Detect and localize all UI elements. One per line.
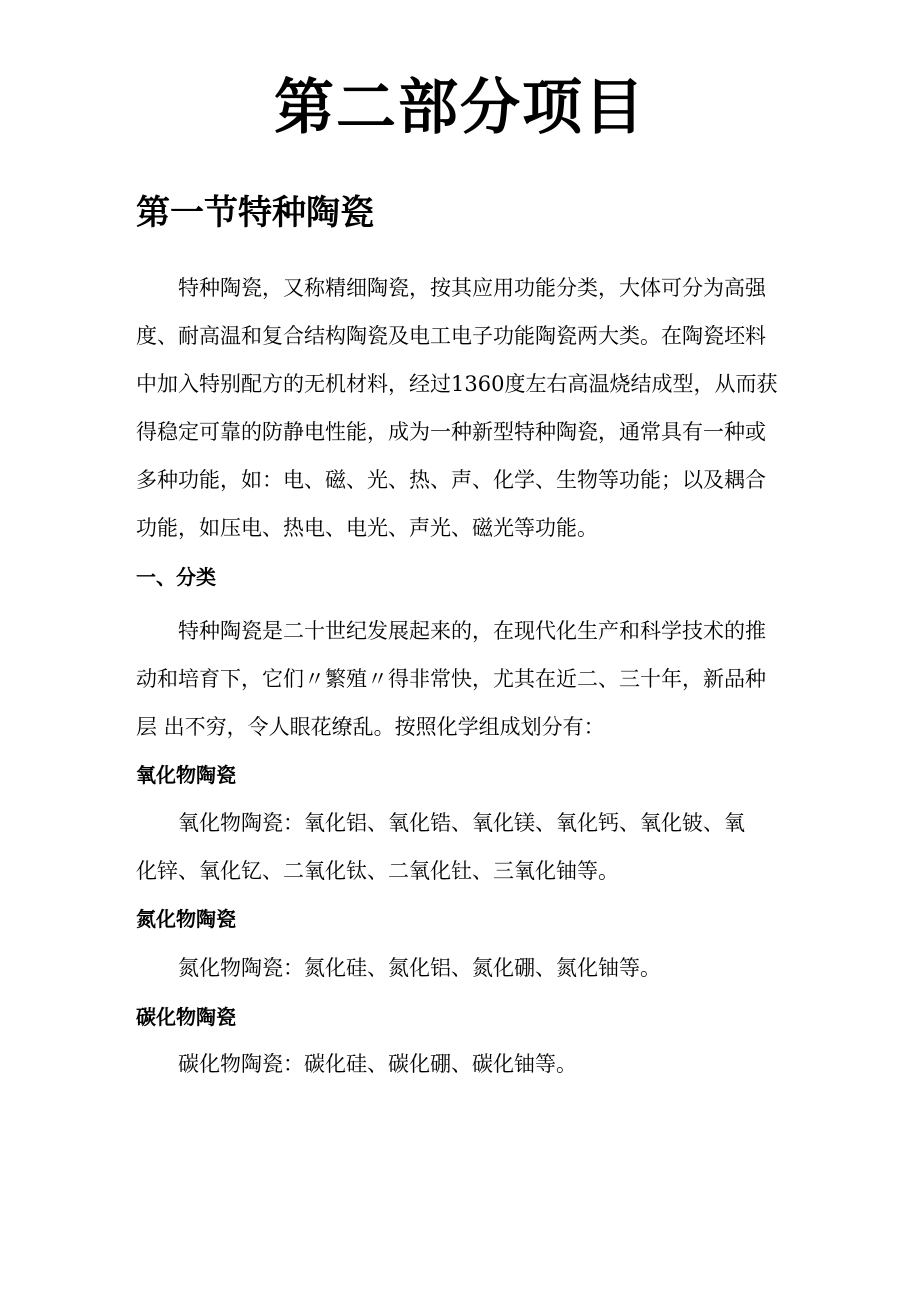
paragraph-line: 多种功能，如：电、磁、光、热、声、化学、生物等功能；以及耦合 xyxy=(136,468,766,492)
oxide-paragraph xyxy=(136,799,786,895)
carbide-paragraph xyxy=(136,1040,786,1088)
paragraph-line: 层 出不穷，令人眼花缭乱。按照化学组成划分有： xyxy=(136,715,605,739)
paragraph-line: 动和培育下，它们〃繁殖〃得非常快，尤其在近二、三十年，新品种 xyxy=(136,667,766,691)
carbide-heading: 碳化物陶瓷 xyxy=(136,1005,236,1029)
oxide-heading: 氧化物陶瓷 xyxy=(136,763,236,787)
paragraph-line: 度、耐高温和复合结构陶瓷及电工电子功能陶瓷两大类。在陶瓷坯料 xyxy=(136,324,766,348)
paragraph-line: 特种陶瓷，又称精细陶瓷，按其应用功能分类，大体可分为高强 xyxy=(178,276,766,300)
classification-heading: 一、分类 xyxy=(136,565,216,589)
page-title: 第二部分项目 xyxy=(274,73,646,143)
intro-paragraph xyxy=(136,264,786,552)
nitride-paragraph xyxy=(136,944,786,992)
paragraph-line: 得稳定可靠的防静电性能，成为一种新型特种陶瓷，通常具有一种或 xyxy=(136,420,766,444)
paragraph-line: 化锌、氧化钇、二氧化钛、二氧化钍、三氧化铀等。 xyxy=(136,859,619,883)
paragraph-line: 氮化物陶瓷：氮化硅、氮化铝、氮化硼、氮化铀等。 xyxy=(178,956,661,980)
nitride-heading: 氮化物陶瓷 xyxy=(136,907,236,931)
paragraph-line: 中加入特别配方的无机材料，经过1360度左右高温烧结成型，从而获 xyxy=(136,372,778,396)
paragraph-line: 氧化物陶瓷：氧化铝、氧化锆、氧化镁、氧化钙、氧化铍、氧 xyxy=(178,811,745,835)
section-title: 第一节特种陶瓷 xyxy=(136,193,374,233)
paragraph-line: 碳化物陶瓷：碳化硅、碳化硼、碳化铀等。 xyxy=(178,1052,577,1076)
paragraph-line: 功能，如压电、热电、电光、声光、磁光等功能。 xyxy=(136,516,598,540)
paragraph-line: 特种陶瓷是二十世纪发展起来的，在现代化生产和科学技术的推 xyxy=(178,619,766,643)
classification-paragraph xyxy=(136,607,786,751)
